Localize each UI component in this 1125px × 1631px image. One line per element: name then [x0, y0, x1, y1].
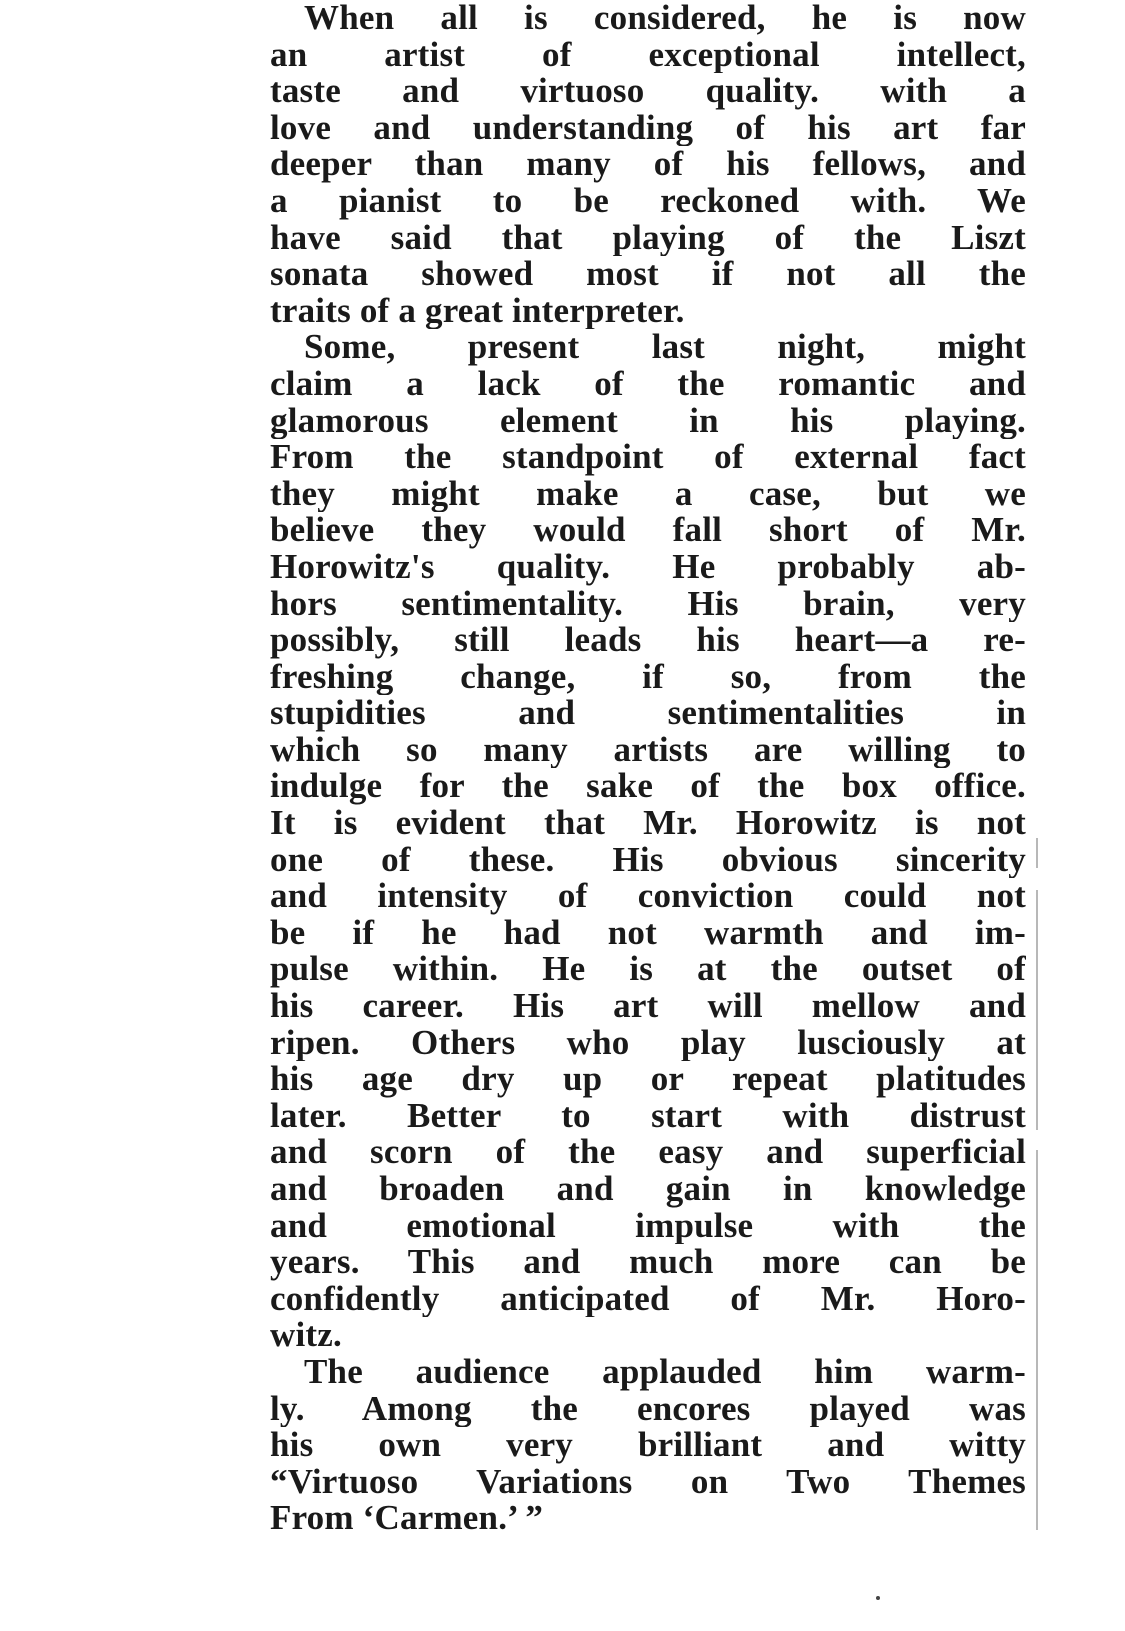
column-rule	[1036, 1150, 1038, 1530]
text-line: sonata showed most if not all the	[270, 256, 1026, 293]
text-line: one of these. His obvious sincerity	[270, 841, 1026, 879]
text-line: love and understanding of his art far	[270, 109, 1026, 147]
text-line: years. This and much more can be	[270, 1244, 1026, 1281]
paragraph-3	[270, 1354, 1026, 1537]
text-line: taste and virtuoso quality. with a	[270, 73, 1026, 110]
text-line: his career. His art will mellow and	[270, 988, 1026, 1025]
text-line: ripen. Others who play lusciously at	[270, 1024, 1026, 1062]
text-line: “Virtuoso Variations on Two Themes	[270, 1463, 1026, 1501]
paragraph-2	[270, 329, 1026, 1354]
text-line: stupidities and sentimentalities in	[270, 695, 1026, 732]
column-rule	[1036, 838, 1038, 868]
text-line: claim a lack of the romantic and	[270, 365, 1026, 403]
text-line: a pianist to be reckoned with. We	[270, 182, 1026, 220]
text-line: an artist of exceptional intellect,	[270, 36, 1026, 74]
text-line: deeper than many of his fellows, and	[270, 146, 1026, 183]
text-line: Horowitz's quality. He probably ab-	[270, 548, 1026, 586]
text-line: glamorous element in his playing.	[270, 402, 1026, 440]
text-line: have said that playing of the Liszt	[270, 219, 1026, 257]
text-line: and intensity of conviction could not	[270, 878, 1026, 915]
text-line: possibly, still leads his heart—a re-	[270, 622, 1026, 659]
text-line: hors sentimentality. His brain, very	[270, 585, 1026, 623]
text-line: ly. Among the encores played was	[270, 1390, 1026, 1428]
text-line: be if he had not warmth and im-	[270, 914, 1026, 952]
text-line: From the standpoint of external fact	[270, 439, 1026, 476]
text-line: pulse within. He is at the outset of	[270, 951, 1026, 989]
paragraph-1	[270, 0, 1026, 329]
print-speck	[876, 1596, 880, 1600]
text-line: and scorn of the easy and superficial	[270, 1134, 1026, 1171]
text-line: freshing change, if so, from the	[270, 658, 1026, 696]
text-line: they might make a case, but we	[270, 475, 1026, 513]
text-line: which so many artists are willing to	[270, 731, 1026, 769]
text-line: witz.	[270, 1317, 342, 1354]
article-column	[270, 0, 1026, 1537]
text-line: later. Better to start with distrust	[270, 1097, 1026, 1135]
text-line: his age dry up or repeat platitudes	[270, 1061, 1026, 1098]
column-rule	[1036, 890, 1038, 1130]
text-line: and broaden and gain in knowledge	[270, 1171, 1026, 1208]
text-line: believe they would fall short of Mr.	[270, 512, 1026, 549]
text-line: Some, present last night, might	[304, 329, 1026, 366]
text-line: When all is considered, he is now	[304, 0, 1026, 37]
text-line: traits of a great interpreter.	[270, 292, 685, 330]
text-line: The audience applauded him warm-	[304, 1353, 1026, 1391]
text-line: From ‘Carmen.’ ”	[270, 1500, 544, 1537]
text-line: confidently anticipated of Mr. Horo-	[270, 1280, 1026, 1318]
text-line: his own very brilliant and witty	[270, 1427, 1026, 1464]
text-line: It is evident that Mr. Horowitz is not	[270, 805, 1026, 842]
text-line: indulge for the sake of the box office.	[270, 768, 1026, 806]
text-line: and emotional impulse with the	[270, 1207, 1026, 1245]
